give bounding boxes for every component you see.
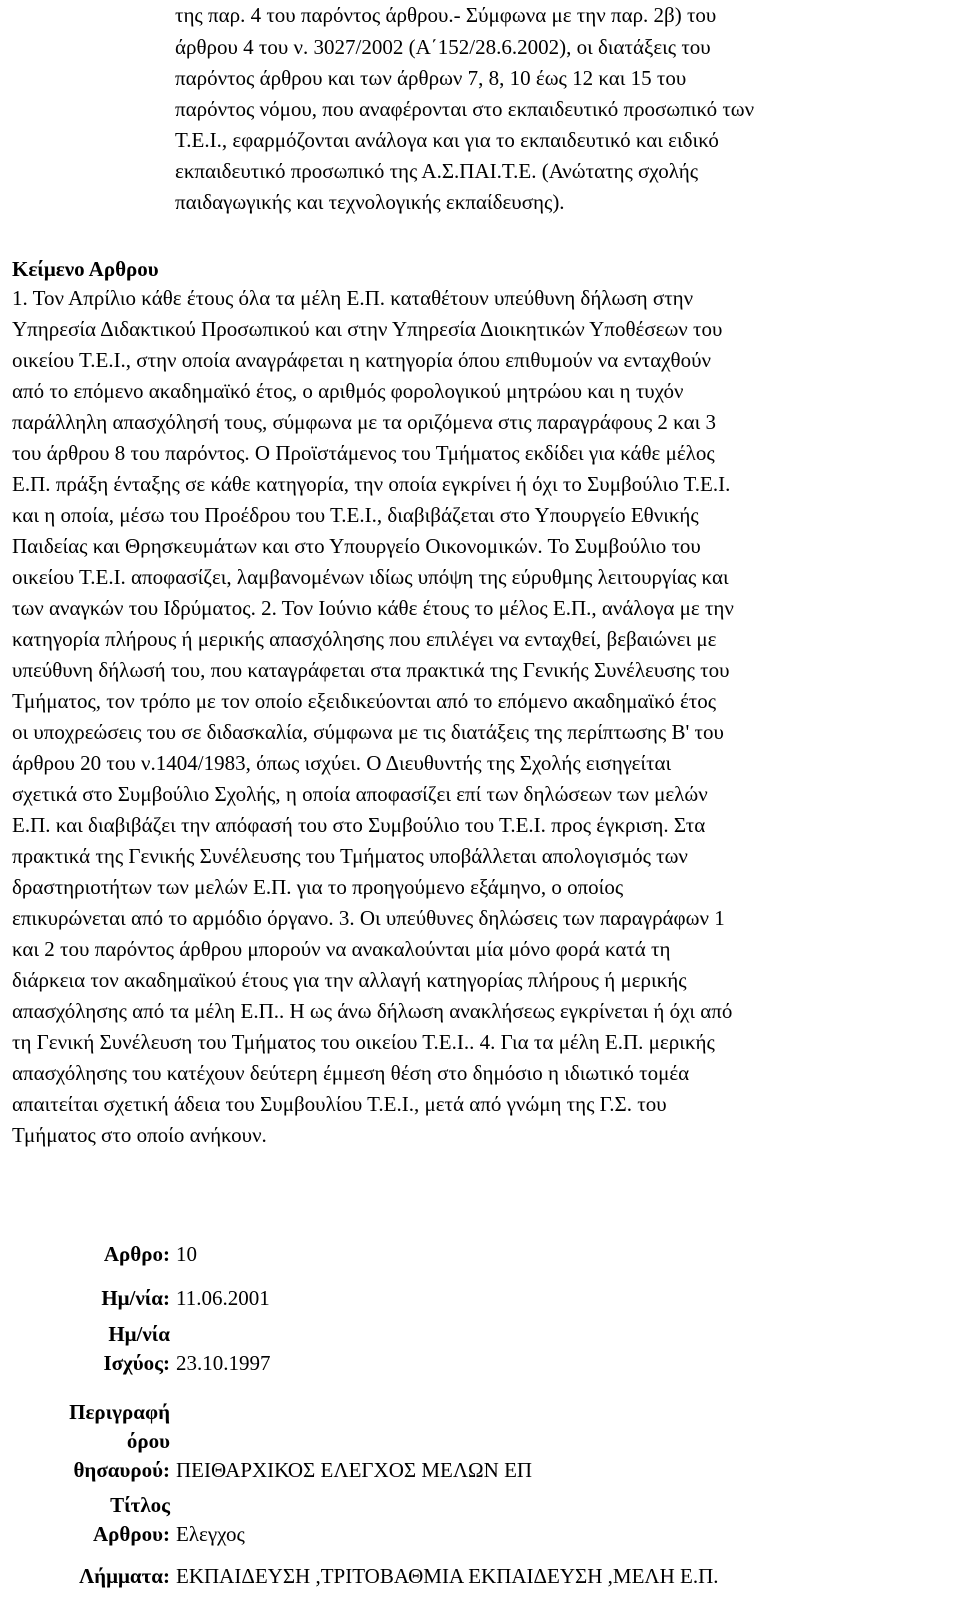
effective-date-label: Ημ/νία Ισχύος: — [103, 1322, 170, 1375]
thesaurus-term-value: ΠΕΙΘΑΡΧΙΚΟΣ ΕΛΕΓΧΟΣ ΜΕΛΩΝ ΕΠ — [176, 1458, 533, 1482]
body-line: υπεύθυνη δήλωσή του, που καταγράφεται στα πρακτικά της Γενικής Συνέλευσης του — [12, 658, 730, 682]
body-line: Υπηρεσία Διδακτικού Προσωπικού και στην Υπηρεσία Διοικητικών Υποθέσεων του — [12, 317, 723, 341]
intro-line: Τ.Ε.Ι., εφαρμόζονται ανάλογα και για το εκπαιδευτικό και ειδικό — [175, 128, 719, 152]
body-line: και 2 του παρόντος άρθρου μπορούν να ανακαλούνται μία μόνο φορά κατά τη — [12, 937, 671, 961]
intro-line: εκπαιδευτικό προσωπικό της Α.Σ.ΠΑΙ.Τ.Ε. (Ανώτατης σχολής — [175, 159, 699, 183]
body-line: Ε.Π. πράξη ένταξης σε κάθε κατηγορία, την οποία εγκρίνει ή όχι το Συμβούλιο Τ.Ε.Ι. — [12, 472, 731, 496]
body-line: οικείου Τ.Ε.Ι. αποφασίζει, λαμβανομένων ιδίως υπόψη της εύρυθμης λειτουργίας και — [12, 565, 729, 589]
body-line: 1. Τον Απρίλιο κάθε έτους όλα τα μέλη Ε.Π. καταθέτουν υπεύθυνη δήλωση στην — [12, 286, 694, 310]
body-line: και η οποία, μέσω του Προέδρου του Τ.Ε.Ι., διαβιβάζεται στο Υπουργείο Εθνικής — [12, 503, 699, 527]
body-line: οικείου Τ.Ε.Ι., στην οποία αναγράφεται η κατηγορία όπου επιθυμούν να ενταχθούν — [12, 348, 712, 372]
keywords-value: ΕΚΠΑΙΔΕΥΣΗ ,ΤΡΙΤΟΒΑΘΜΙΑ ΕΚΠΑΙΔΕΥΣΗ ,ΜΕΛΗ Ε.Π. — [176, 1564, 719, 1588]
body-line: επικυρώνεται από το αρμόδιο όργανο. 3. Οι υπεύθυνες δηλώσεις των παραγράφων 1 — [12, 906, 725, 930]
date-label: Ημ/νία: — [101, 1286, 170, 1310]
body-line: άρθρου 20 του ν.1404/1983, όπως ισχύει. Ο Διευθυντής της Σχολής εισηγείται — [12, 751, 672, 775]
body-line: πρακτικά της Γενικής Συνέλευσης του Τμήματος υποβάλλεται απολογισμός των — [12, 844, 688, 868]
body-line: σχετικά στο Συμβούλιο Σχολής, η οποία αποφασίζει επί των δηλώσεων των μελών — [12, 782, 708, 806]
article-title-value: Ελεγχος — [176, 1522, 245, 1546]
thesaurus-term-label: Περιγραφή όρου θησαυρού: — [69, 1400, 170, 1482]
body-line: απαιτείται σχετική άδεια του Συμβουλίου Τ.Ε.Ι., μετά από γνώμη της Γ.Σ. του — [12, 1092, 667, 1116]
body-line: κατηγορία πλήρους ή μερικής απασχόλησης που επιλέγει να ενταχθεί, βεβαιώνει με — [12, 627, 717, 651]
body-line: Τμήματος, τον τρόπο με τον οποίο εξειδικεύονται από το επόμενο ακαδημαϊκό έτος — [12, 689, 717, 713]
body-line: του άρθρου 8 του παρόντος. Ο Προϊστάμενος του Τμήματος εκδίδει για κάθε μέλος — [12, 441, 715, 465]
article-title-label: Τίτλος Αρθρου: — [93, 1493, 170, 1546]
body-line: απασχόλησης από τα μέλη Ε.Π.. Η ως άνω δήλωση ανακλήσεως εγκρίνεται ή όχι από — [12, 999, 733, 1023]
article-number-value: 10 — [176, 1242, 197, 1266]
intro-line: της παρ. 4 του παρόντος άρθρου.- Σύμφωνα με την παρ. 2β) του — [175, 3, 717, 27]
body-line: οι υποχρεώσεις του σε διδασκαλία, σύμφωνα με τις διατάξεις της περίπτωσης Β' του — [12, 720, 724, 744]
article-number-label: Αρθρο: — [103, 1242, 170, 1266]
body-line: τη Γενική Συνέλευση του Τμήματος του οικείου Τ.Ε.Ι.. 4. Για τα μέλη Ε.Π. μερικής — [12, 1030, 715, 1054]
intro-line: παρόντος νόμου, που αναφέρονται στο εκπαιδευτικό προσωπικό των — [175, 97, 755, 121]
intro-line: άρθρου 4 του ν. 3027/2002 (Α΄152/28.6.2002), οι διατάξεις του — [175, 35, 711, 59]
body-line: απασχόλησης του κατέχουν δεύτερη έμμεση θέση στο δημόσιο η ιδιωτικό τομέα — [12, 1061, 690, 1085]
body-line: Παιδείας και Θρησκευμάτων και στο Υπουργείο Οικονομικών. Το Συμβούλιο του — [12, 534, 701, 558]
body-line: των αναγκών του Ιδρύματος. 2. Τον Ιούνιο κάθε έτους το μέλος Ε.Π., ανάλογα με την — [12, 596, 734, 620]
article-text-heading: Κείμενο Αρθρου — [12, 257, 159, 281]
effective-date-value: 23.10.1997 — [176, 1351, 271, 1375]
body-line: παράλληλη απασχόλησή τους, σύμφωνα με τα οριζόμενα στις παραγράφους 2 και 3 — [12, 410, 716, 434]
intro-line: παιδαγωγικής και τεχνολογικής εκπαίδευσης). — [175, 190, 565, 214]
intro-line: παρόντος άρθρου και των άρθρων 7, 8, 10 έως 12 και 15 του — [175, 66, 687, 90]
date-value: 11.06.2001 — [176, 1286, 270, 1310]
body-line: δραστηριοτήτων των μελών Ε.Π. για το προηγούμενο εξάμηνο, ο οποίος — [12, 875, 624, 899]
keywords-label: Λήμματα: — [79, 1564, 170, 1588]
body-line: Ε.Π. και διαβιβάζει την απόφασή του στο Συμβούλιο του Τ.Ε.Ι. προς έγκριση. Στα — [12, 813, 706, 837]
body-line: διάρκεια τον ακαδημαϊκού έτους για την αλλαγή κατηγορίας πλήρους ή μερικής — [12, 968, 687, 992]
body-line: από το επόμενο ακαδημαϊκό έτος, ο αριθμός φορολογικού μητρώου και η τυχόν — [12, 379, 684, 403]
body-line: Τμήματος στο οποίο ανήκουν. — [12, 1123, 267, 1147]
